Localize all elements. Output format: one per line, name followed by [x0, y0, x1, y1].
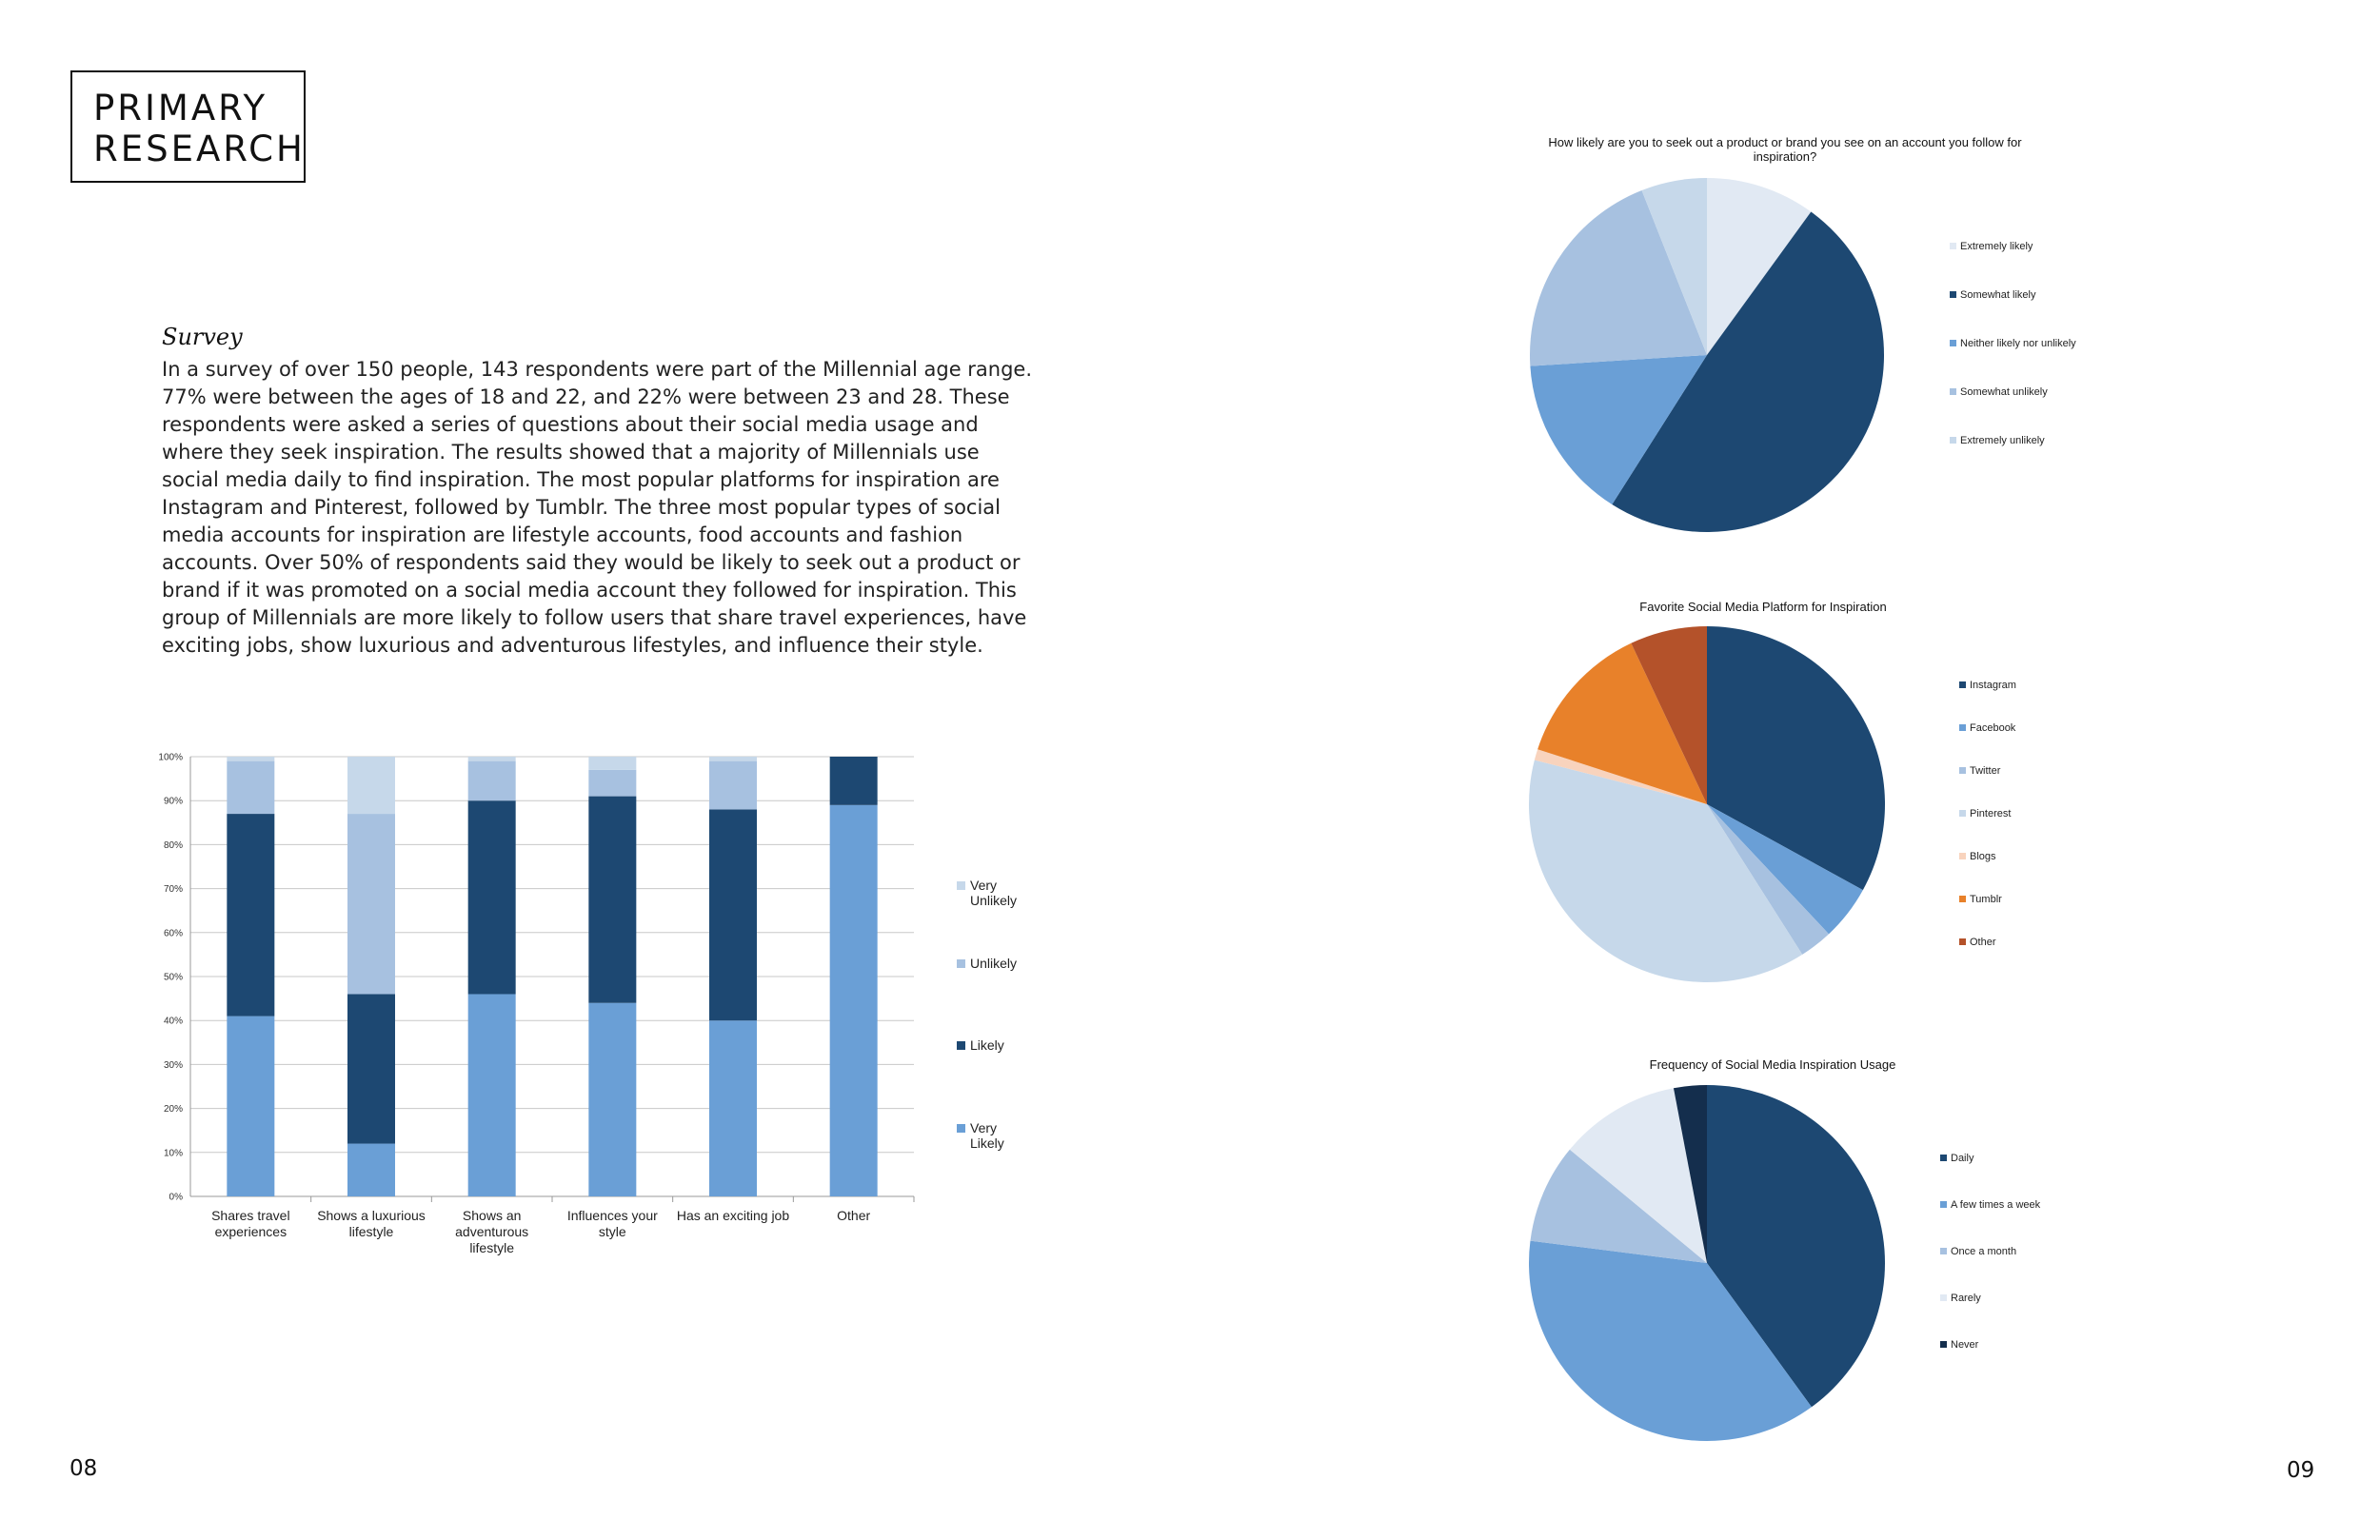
legend-label: Extremely unlikely	[1960, 435, 2045, 446]
bar-segment	[709, 757, 757, 761]
legend-label: Never	[1951, 1339, 1979, 1351]
x-tick-label: style	[598, 1224, 626, 1239]
legend-label: Likely	[970, 1135, 1004, 1151]
y-tick-label: 80%	[163, 839, 183, 851]
bar-segment	[709, 761, 757, 810]
legend-swatch	[1959, 896, 1966, 902]
survey-paragraph: In a survey of over 150 people, 143 respondents were part of the Millennial age range. 77% were between the ages of 18 and 22, and 22% were between 23 and 28. These respondents were asked a series of questions about their social media usage and where they seek inspiration. The results showed that a majority of Millennials use social media daily to find inspiration. The most popular platforms for inspiration are Instagram and Pinterest, followed by Tumblr. The three most popular types of social media accounts for inspiration are lifestyle accounts, food accounts and fashion accounts. Over 50% of respondents said they would be likely to seek out a product or brand if it was promoted on a social media account they followed for inspiration. This group of Millennials are more likely to follow users that share travel experiences, have exciting jobs, show luxurious and adventurous lifestyles, and influence their style.	[162, 358, 1033, 657]
legend-swatch	[1950, 388, 1956, 395]
page-number-left: 08	[69, 1456, 98, 1481]
legend-label: Other	[1970, 937, 1996, 948]
bar-segment	[227, 1017, 274, 1196]
legend-label: Neither likely nor unlikely	[1960, 338, 2076, 349]
page-number-right: 09	[2287, 1458, 2315, 1483]
x-tick-label: Shows a luxurious	[317, 1208, 426, 1223]
page-title	[70, 70, 306, 183]
bar-segment	[830, 757, 878, 805]
legend-label: Blogs	[1970, 851, 1996, 862]
legend-swatch	[1959, 853, 1966, 859]
bar-segment	[347, 757, 395, 814]
legend-swatch	[1940, 1155, 1947, 1161]
bar-segment	[588, 797, 636, 1003]
x-tick-label: lifestyle	[469, 1240, 515, 1255]
legend-swatch	[1959, 810, 1966, 817]
legend-label: Unlikely	[970, 893, 1018, 908]
legend-label: Likely	[970, 1037, 1004, 1053]
legend-label: Rarely	[1951, 1293, 1981, 1304]
legend-label: Very	[970, 878, 998, 893]
legend-swatch	[1959, 767, 1966, 774]
bar-segment	[468, 761, 516, 801]
pie-title: Favorite Social Media Platform for Inspiration	[1639, 600, 1887, 614]
pie-title: Frequency of Social Media Inspiration Usage	[1649, 1057, 1896, 1072]
pie-chart-likelihood	[1504, 124, 2152, 562]
legend-label: Extremely likely	[1960, 241, 2033, 252]
legend-swatch	[1959, 724, 1966, 731]
legend-label: Twitter	[1970, 765, 2001, 777]
y-tick-label: 40%	[163, 1016, 183, 1027]
legend-swatch	[1950, 243, 1956, 249]
legend-label: Pinterest	[1970, 808, 2012, 819]
bar-segment	[227, 757, 274, 761]
legend-label: Facebook	[1970, 722, 2016, 734]
y-tick-label: 30%	[163, 1059, 183, 1071]
legend-swatch	[1940, 1248, 1947, 1254]
legend-label: Unlikely	[970, 956, 1018, 971]
x-tick-label: Shows an	[462, 1208, 522, 1223]
x-tick-label: Other	[837, 1208, 871, 1223]
legend-label: Once a month	[1951, 1246, 2017, 1257]
bar-segment	[709, 1020, 757, 1196]
legend-label: Very	[970, 1120, 998, 1135]
x-tick-label: Has an exciting job	[676, 1208, 790, 1223]
bar-segment	[830, 805, 878, 1196]
x-tick-label: Influences your	[566, 1208, 658, 1223]
title-line-2: RESEARCH	[93, 128, 306, 169]
legend-swatch	[957, 1041, 965, 1050]
x-tick-label: experiences	[214, 1224, 288, 1239]
bar-segment	[227, 814, 274, 1017]
y-tick-label: 20%	[163, 1104, 183, 1116]
legend-swatch	[1940, 1201, 1947, 1208]
y-tick-label: 0%	[169, 1192, 183, 1203]
legend-swatch	[957, 959, 965, 968]
bar-segment	[227, 761, 274, 814]
bar-segment	[468, 757, 516, 761]
bar-segment	[347, 994, 395, 1143]
legend-swatch	[957, 881, 965, 890]
legend-swatch	[1950, 437, 1956, 444]
x-tick-label: lifestyle	[348, 1224, 394, 1239]
bar-segment	[588, 770, 636, 797]
stacked-bar-chart	[143, 742, 1219, 1275]
legend-label: Instagram	[1970, 680, 2016, 691]
y-tick-label: 10%	[163, 1148, 183, 1159]
y-tick-label: 100%	[158, 752, 183, 763]
bar-segment	[588, 1003, 636, 1196]
title-line-1: PRIMARY	[93, 88, 268, 128]
bar-segment	[468, 800, 516, 994]
bar-segment	[347, 1144, 395, 1196]
legend-label: Tumblr	[1970, 894, 2002, 905]
legend-swatch	[1959, 938, 1966, 945]
bar-segment	[588, 757, 636, 770]
y-tick-label: 90%	[163, 796, 183, 807]
bar-segment	[347, 814, 395, 994]
legend-label: Daily	[1951, 1153, 1974, 1164]
pie-title: How likely are you to seek out a product or brand you see on an account you follow for	[1548, 135, 2022, 149]
x-tick-label: adventurous	[455, 1224, 529, 1239]
legend-swatch	[1950, 340, 1956, 346]
pie-chart-platform	[1504, 590, 2152, 1009]
y-tick-label: 60%	[163, 928, 183, 939]
legend-label: Somewhat unlikely	[1960, 386, 2048, 398]
x-tick-label: Shares travel	[211, 1208, 290, 1223]
legend-swatch	[1950, 291, 1956, 298]
pie-title: inspiration?	[1753, 149, 1817, 164]
legend-swatch	[1940, 1341, 1947, 1348]
legend-swatch	[957, 1124, 965, 1133]
bar-segment	[709, 809, 757, 1020]
legend-swatch	[1959, 681, 1966, 688]
y-tick-label: 50%	[163, 972, 183, 983]
legend-label: Somewhat likely	[1960, 289, 2036, 301]
legend-label: A few times a week	[1951, 1199, 2041, 1211]
survey-heading: Survey	[162, 324, 243, 350]
legend-swatch	[1940, 1294, 1947, 1301]
pie-chart-frequency	[1504, 1047, 2152, 1485]
y-tick-label: 70%	[163, 884, 183, 896]
bar-segment	[468, 994, 516, 1196]
